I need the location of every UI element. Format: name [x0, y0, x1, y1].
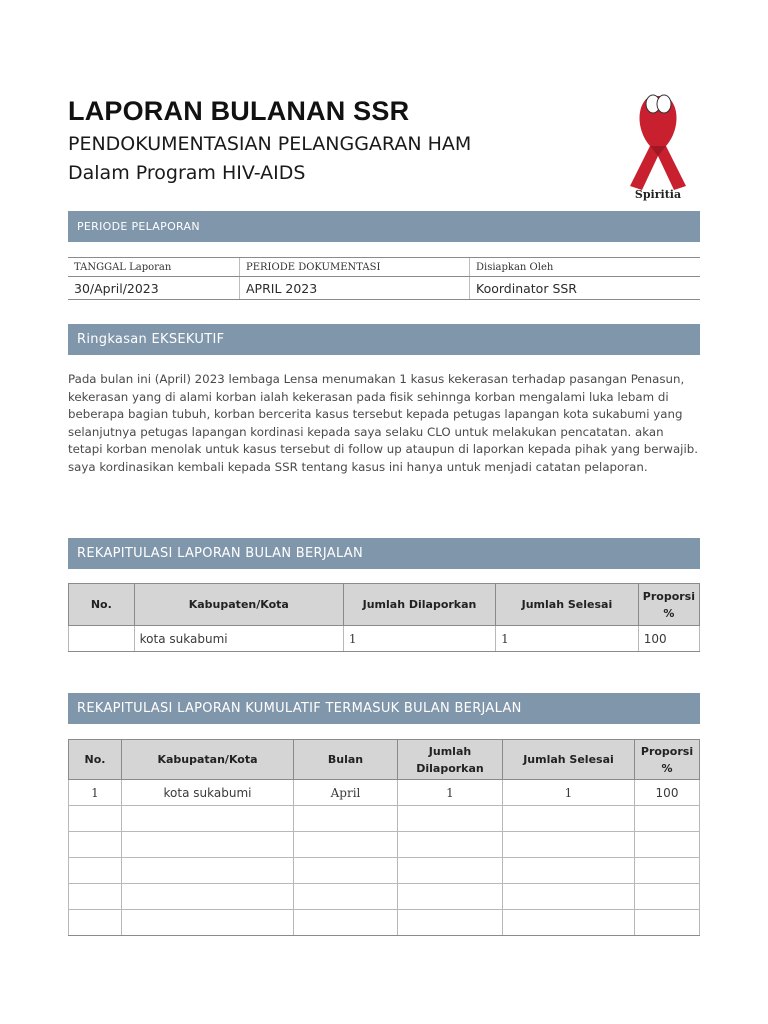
empty-cell [122, 806, 294, 832]
empty-cell [635, 832, 700, 858]
cell-no [69, 626, 135, 652]
empty-cell [503, 806, 635, 832]
col-no: No. [69, 740, 122, 780]
cell-proporsi: 100 [638, 626, 699, 652]
empty-cell [294, 806, 398, 832]
empty-cell [635, 806, 700, 832]
cell-selesai: 1 [496, 626, 639, 652]
empty-cell [398, 910, 503, 936]
label-periode: PERIODE DOKUMENTASI [240, 258, 470, 277]
empty-cell [294, 832, 398, 858]
cell-proporsi: 100 [635, 780, 700, 806]
cell-bulan: April [294, 780, 398, 806]
label-tanggal: TANGGAL Laporan [68, 258, 240, 277]
cell-no: 1 [69, 780, 122, 806]
percent-label: % [661, 761, 673, 775]
table-row [69, 626, 700, 652]
empty-cell [122, 910, 294, 936]
empty-row [69, 910, 700, 936]
empty-cell [122, 858, 294, 884]
empty-cell [398, 884, 503, 910]
report-subtitle: PENDOKUMENTASIAN PELANGGARAN HAM [68, 133, 472, 155]
empty-cell [69, 910, 122, 936]
empty-cell [398, 858, 503, 884]
empty-cell [294, 858, 398, 884]
empty-cell [122, 884, 294, 910]
empty-cell [398, 832, 503, 858]
cell-dilaporkan: 1 [398, 780, 503, 806]
empty-cell [69, 832, 122, 858]
empty-cell [294, 884, 398, 910]
empty-cell [503, 858, 635, 884]
empty-cell [398, 806, 503, 832]
table-row [69, 780, 700, 806]
col-no: No. [69, 584, 135, 626]
value-tanggal: 30/April/2023 [68, 277, 240, 300]
col-kabupaten: Kabupatan/Kota [122, 740, 294, 780]
report-program: Dalam Program HIV-AIDS [68, 162, 306, 184]
col-selesai: Jumlah Selesai [496, 584, 639, 626]
report-title: LAPORAN BULANAN SSR [68, 96, 410, 126]
proporsi-label: Proporsi [640, 744, 694, 758]
section-rekap-bulan-title: REKAPITULASI LAPORAN BULAN BERJALAN [68, 538, 700, 569]
section-rekap-kumulatif-title: REKAPITULASI LAPORAN KUMULATIF TERMASUK BULAN BERJALAN [68, 693, 700, 724]
spiritia-logo [620, 90, 696, 202]
periode-table [68, 257, 700, 300]
value-disiapkan: Koordinator SSR [470, 277, 701, 300]
cell-kabupaten: kota sukabumi [134, 626, 343, 652]
logo-wordmark: Spiritia [634, 188, 682, 201]
value-periode: APRIL 2023 [240, 277, 470, 300]
executive-summary: Pada bulan ini (April) 2023 lembaga Lensa menumakan 1 kasus kekerasan terhadap pasangan Penasun, kekerasan yang di alami korban ialah kekerasan pada fisik sehinnga korban mengalami luka lebam di beberapa bagian tubuh, korban bercerita kasus tersebut kepada petugas lapangan kota sukabumi yang selanjutnya petugas lapangan kordinasi kepada saya selaku CLO untuk melakukan pencatatan. akan tetapi korban menolak untuk kasus tersebut di follow up ataupun di laporkan kepada pihak yang berwajib. saya kordinasikan kembali kepada SSR tentang kasus ini hanya untuk menjadi catatan pelaporan. [68, 372, 698, 474]
proporsi-label: Proporsi [642, 589, 695, 603]
label-disiapkan: Disiapkan Oleh [470, 258, 701, 277]
empty-cell [635, 910, 700, 936]
empty-cell [503, 832, 635, 858]
col-kabupaten: Kabupaten/Kota [134, 584, 343, 626]
empty-row [69, 806, 700, 832]
rekap-kumulatif-table [68, 739, 700, 936]
col-bulan: Bulan [294, 740, 398, 780]
empty-cell [294, 910, 398, 936]
section-ringkasan-title: Ringkasan EKSEKUTIF [68, 324, 700, 355]
empty-cell [122, 832, 294, 858]
empty-row [69, 832, 700, 858]
jumlah-label: Jumlah [428, 744, 472, 758]
rekap-bulan-table [68, 583, 700, 652]
cell-selesai: 1 [503, 780, 635, 806]
empty-cell [635, 884, 700, 910]
empty-cell [69, 884, 122, 910]
col-proporsi [638, 584, 699, 626]
empty-cell [69, 806, 122, 832]
cell-kabupaten: kota sukabumi [122, 780, 294, 806]
dilaporkan-label: Dilaporkan [416, 761, 484, 775]
section-periode-title: PERIODE PELAPORAN [68, 211, 700, 242]
empty-cell [69, 858, 122, 884]
col-dilaporkan [398, 740, 503, 780]
empty-row [69, 858, 700, 884]
empty-cell [503, 884, 635, 910]
empty-cell [503, 910, 635, 936]
red-ribbon-icon [630, 95, 686, 190]
col-proporsi [635, 740, 700, 780]
empty-cell [635, 858, 700, 884]
empty-row [69, 884, 700, 910]
cell-dilaporkan: 1 [343, 626, 495, 652]
col-selesai: Jumlah Selesai [503, 740, 635, 780]
percent-label: % [663, 606, 675, 620]
col-dilaporkan: Jumlah Dilaporkan [343, 584, 495, 626]
